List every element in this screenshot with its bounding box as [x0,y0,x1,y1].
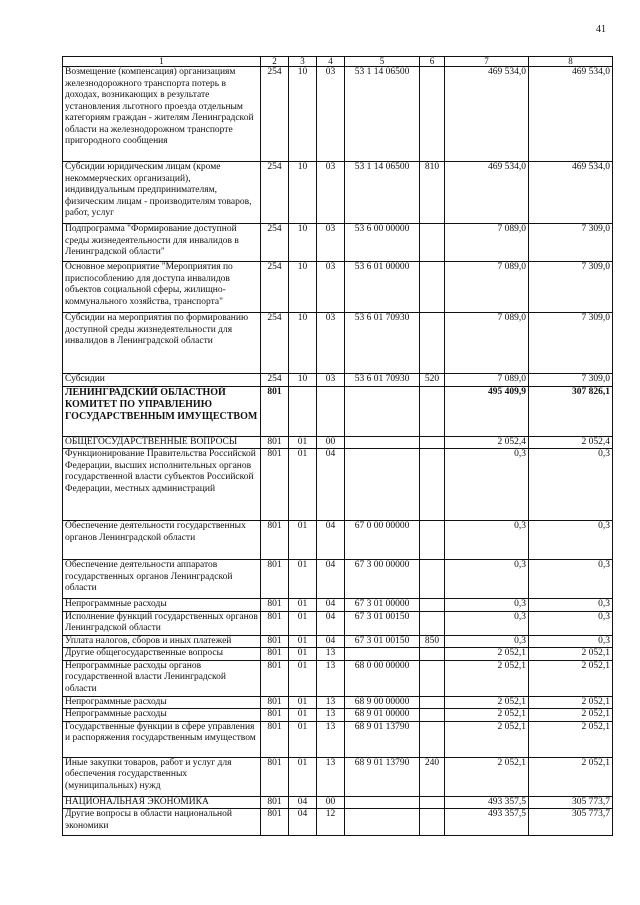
expense-type-cell [420,599,445,612]
amount-year2-cell: 2 052,1 [529,696,613,709]
subsection-code-cell: 03 [317,67,345,162]
amount-year1-cell: 0,3 [445,449,529,521]
subsection-code-cell: 13 [317,648,345,661]
amount-year2-cell: 2 052,1 [529,709,613,722]
item-name-cell: Непрограммные расходы [63,696,261,709]
amount-year2-cell: 7 309,0 [529,313,613,374]
header-cell: 6 [420,57,445,67]
table-row [63,313,613,374]
ministry-code-cell: 801 [261,796,289,809]
section-code-cell: 01 [289,611,317,635]
amount-year2-cell: 0,3 [529,635,613,648]
amount-year1-cell: 2 052,1 [445,696,529,709]
item-name-cell: Подпрограмма "Формирование доступной среды жизнедеятельности для инвалидов в Ленинградской области" [63,224,261,262]
table-row [63,696,613,709]
amount-year2-cell: 0,3 [529,560,613,599]
expense-type-cell [420,224,445,262]
amount-year1-cell: 0,3 [445,611,529,635]
section-code-cell: 01 [289,660,317,696]
section-code-cell: 01 [289,721,317,757]
expense-type-cell [420,67,445,162]
table-row [63,224,613,262]
section-code-cell: 10 [289,162,317,224]
target-article-cell: 53 6 01 70930 [345,313,420,374]
table-row [63,521,613,560]
amount-year1-cell: 7 089,0 [445,224,529,262]
ministry-code-cell: 801 [261,809,289,836]
target-article-cell: 67 3 01 00150 [345,635,420,648]
amount-year2-cell: 305 773,7 [529,809,613,836]
section-code-cell: 10 [289,67,317,162]
expense-type-cell [420,386,445,436]
target-article-cell: 67 3 01 00000 [345,599,420,612]
ministry-code-cell: 801 [261,521,289,560]
amount-year1-cell: 7 089,0 [445,313,529,374]
section-code-cell: 01 [289,521,317,560]
target-article-cell: 68 9 00 00000 [345,696,420,709]
item-name-cell: Основное мероприятие "Мероприятия по приспособлению для доступа инвалидов объектов социальной сферы, жилищно-коммунального хозяйства, транспорта" [63,262,261,313]
expense-type-cell [420,721,445,757]
target-article-cell: 68 9 01 13790 [345,757,420,796]
ministry-code-cell: 254 [261,224,289,262]
target-article-cell [345,796,420,809]
subsection-code-cell: 13 [317,660,345,696]
amount-year2-cell: 2 052,1 [529,648,613,661]
section-code-cell: 01 [289,599,317,612]
subsection-code-cell: 04 [317,521,345,560]
section-code-cell: 01 [289,449,317,521]
amount-year2-cell: 307 826,1 [529,386,613,436]
section-code-cell: 01 [289,696,317,709]
table-row [63,721,613,757]
header-cell: 4 [317,57,345,67]
expense-type-cell [420,796,445,809]
table-row [63,709,613,722]
amount-year1-cell: 0,3 [445,560,529,599]
table-row [63,796,613,809]
item-name-cell: Государственные функции в сфере управления и распоряжения государственным имуществом [63,721,261,757]
subsection-code-cell: 03 [317,162,345,224]
amount-year2-cell: 0,3 [529,599,613,612]
amount-year1-cell: 2 052,1 [445,648,529,661]
subsection-code-cell: 13 [317,696,345,709]
budget-table [62,56,613,836]
expense-type-cell [420,648,445,661]
expense-type-cell [420,611,445,635]
ministry-code-cell: 801 [261,449,289,521]
header-row [63,57,613,67]
amount-year1-cell: 2 052,1 [445,757,529,796]
table-row [63,648,613,661]
item-name-cell: Другие общегосударственные вопросы [63,648,261,661]
expense-type-cell [420,449,445,521]
subsection-code-cell: 03 [317,262,345,313]
header-cell: 7 [445,57,529,67]
table-row [63,660,613,696]
amount-year1-cell: 0,3 [445,521,529,560]
expense-type-cell: 810 [420,162,445,224]
item-name-cell: ОБЩЕГОСУДАРСТВЕННЫЕ ВОПРОСЫ [63,436,261,449]
ministry-code-cell: 254 [261,374,289,387]
subsection-code-cell: 00 [317,796,345,809]
subsection-code-cell: 03 [317,313,345,374]
expense-type-cell: 850 [420,635,445,648]
target-article-cell [345,648,420,661]
amount-year1-cell: 7 089,0 [445,262,529,313]
target-article-cell [345,809,420,836]
subsection-code-cell [317,386,345,436]
target-article-cell [345,449,420,521]
header-cell: 8 [529,57,613,67]
section-code-cell: 10 [289,262,317,313]
target-article-cell: 53 1 14 06500 [345,67,420,162]
amount-year1-cell: 493 357,5 [445,796,529,809]
subsection-code-cell: 04 [317,560,345,599]
target-article-cell: 53 1 14 06500 [345,162,420,224]
table-row [63,374,613,387]
amount-year1-cell: 469 534,0 [445,67,529,162]
section-code-cell: 04 [289,809,317,836]
amount-year2-cell: 0,3 [529,521,613,560]
expense-type-cell: 240 [420,757,445,796]
target-article-cell: 53 6 01 00000 [345,262,420,313]
amount-year1-cell: 2 052,1 [445,709,529,722]
ministry-code-cell: 801 [261,436,289,449]
item-name-cell: Субсидии юридическим лицам (кроме некоммерческих организаций), индивидуальным предпринимателям, физическим лицам - производителям товаров, работ, услуг [63,162,261,224]
target-article-cell [345,386,420,436]
item-name-cell: Субсидии на мероприятия по формированию доступной среды жизнедеятельности для инвалидов в Ленинградской области [63,313,261,374]
item-name-cell: Другие вопросы в области национальной экономики [63,809,261,836]
table-row [63,599,613,612]
section-code-cell: 01 [289,757,317,796]
amount-year2-cell: 2 052,4 [529,436,613,449]
ministry-code-cell: 801 [261,660,289,696]
expense-type-cell [420,521,445,560]
section-code-cell [289,386,317,436]
ministry-code-cell: 254 [261,162,289,224]
ministry-code-cell: 801 [261,721,289,757]
section-code-cell: 01 [289,560,317,599]
amount-year2-cell: 305 773,7 [529,796,613,809]
item-name-cell: Иные закупки товаров, работ и услуг для обеспечения государственных (муниципальных) нужд [63,757,261,796]
table-row [63,757,613,796]
subsection-code-cell: 04 [317,611,345,635]
amount-year2-cell: 7 309,0 [529,374,613,387]
item-name-cell: ЛЕНИНГРАДСКИЙ ОБЛАСТНОЙ КОМИТЕТ ПО УПРАВЛЕНИЮ ГОСУДАРСТВЕННЫМ ИМУЩЕСТВОМ [63,386,261,436]
amount-year1-cell: 2 052,1 [445,721,529,757]
item-name-cell: Непрограммные расходы [63,599,261,612]
amount-year2-cell: 469 534,0 [529,67,613,162]
expense-type-cell [420,262,445,313]
expense-type-cell [420,313,445,374]
subsection-code-cell: 04 [317,635,345,648]
ministry-code-cell: 801 [261,386,289,436]
subsection-code-cell: 13 [317,757,345,796]
ministry-code-cell: 254 [261,313,289,374]
expense-type-cell [420,560,445,599]
table-row [63,611,613,635]
item-name-cell: Функционирование Правительства Российской Федерации, высших исполнительных органов государственной власти субъектов Российской Федерации, местных администраций [63,449,261,521]
amount-year1-cell: 493 357,5 [445,809,529,836]
expense-type-cell: 520 [420,374,445,387]
ministry-code-cell: 801 [261,560,289,599]
page-number: 41 [596,24,606,35]
subsection-code-cell: 03 [317,374,345,387]
table-row [63,809,613,836]
item-name-cell: Уплата налогов, сборов и иных платежей [63,635,261,648]
item-name-cell: Возмещение (компенсация) организациям железнодорожного транспорта потерь в доходах, возникающих в результате установления льготного проезда отдельным категориям граждан - жителям Ленинградской области на железнодорожном транспорте пригородного сообщения [63,67,261,162]
section-code-cell: 01 [289,648,317,661]
section-code-cell: 10 [289,374,317,387]
expense-type-cell [420,696,445,709]
expense-type-cell [420,709,445,722]
expense-type-cell [420,809,445,836]
section-code-cell: 04 [289,796,317,809]
subsection-code-cell: 04 [317,599,345,612]
item-name-cell: Субсидии [63,374,261,387]
subsection-code-cell: 03 [317,224,345,262]
amount-year1-cell: 2 052,1 [445,660,529,696]
item-name-cell: Исполнение функций государственных органов Ленинградской области [63,611,261,635]
amount-year1-cell: 0,3 [445,599,529,612]
target-article-cell: 53 6 01 70930 [345,374,420,387]
amount-year1-cell: 469 534,0 [445,162,529,224]
section-code-cell: 01 [289,709,317,722]
target-article-cell: 67 3 00 00000 [345,560,420,599]
subsection-code-cell: 12 [317,809,345,836]
table-row [63,262,613,313]
table-row [63,162,613,224]
ministry-code-cell: 254 [261,67,289,162]
section-code-cell: 10 [289,224,317,262]
ministry-code-cell: 801 [261,599,289,612]
table-row [63,449,613,521]
ministry-code-cell: 254 [261,262,289,313]
amount-year1-cell: 7 089,0 [445,374,529,387]
target-article-cell: 67 0 00 00000 [345,521,420,560]
target-article-cell: 68 9 01 00000 [345,709,420,722]
amount-year1-cell: 495 409,9 [445,386,529,436]
amount-year2-cell: 2 052,1 [529,757,613,796]
header-cell: 1 [63,57,261,67]
amount-year2-cell: 7 309,0 [529,262,613,313]
subsection-code-cell: 04 [317,449,345,521]
item-name-cell: Обеспечение деятельности государственных органов Ленинградской области [63,521,261,560]
subsection-code-cell: 13 [317,709,345,722]
header-cell: 2 [261,57,289,67]
header-cell: 3 [289,57,317,67]
header-cell: 5 [345,57,420,67]
section-code-cell: 01 [289,635,317,648]
ministry-code-cell: 801 [261,648,289,661]
ministry-code-cell: 801 [261,757,289,796]
subsection-code-cell: 00 [317,436,345,449]
target-article-cell: 53 6 00 00000 [345,224,420,262]
table-row [63,386,613,436]
section-code-cell: 01 [289,436,317,449]
ministry-code-cell: 801 [261,611,289,635]
item-name-cell: Обеспечение деятельности аппаратов государственных органов Ленинградской области [63,560,261,599]
target-article-cell: 68 0 00 00000 [345,660,420,696]
amount-year2-cell: 7 309,0 [529,224,613,262]
target-article-cell [345,436,420,449]
table-row [63,67,613,162]
amount-year2-cell: 469 534,0 [529,162,613,224]
amount-year2-cell: 2 052,1 [529,660,613,696]
amount-year2-cell: 2 052,1 [529,721,613,757]
expense-type-cell [420,660,445,696]
table-row [63,560,613,599]
table-row [63,436,613,449]
ministry-code-cell: 801 [261,709,289,722]
amount-year1-cell: 2 052,4 [445,436,529,449]
amount-year2-cell: 0,3 [529,449,613,521]
amount-year2-cell: 0,3 [529,611,613,635]
item-name-cell: Непрограммные расходы органов государственной власти Ленинградской области [63,660,261,696]
expense-type-cell [420,436,445,449]
subsection-code-cell: 13 [317,721,345,757]
section-code-cell: 10 [289,313,317,374]
table-row [63,635,613,648]
amount-year1-cell: 0,3 [445,635,529,648]
target-article-cell: 67 3 01 00150 [345,611,420,635]
target-article-cell: 68 9 01 13790 [345,721,420,757]
item-name-cell: Непрограммные расходы [63,709,261,722]
ministry-code-cell: 801 [261,635,289,648]
ministry-code-cell: 801 [261,696,289,709]
item-name-cell: НАЦИОНАЛЬНАЯ ЭКОНОМИКА [63,796,261,809]
